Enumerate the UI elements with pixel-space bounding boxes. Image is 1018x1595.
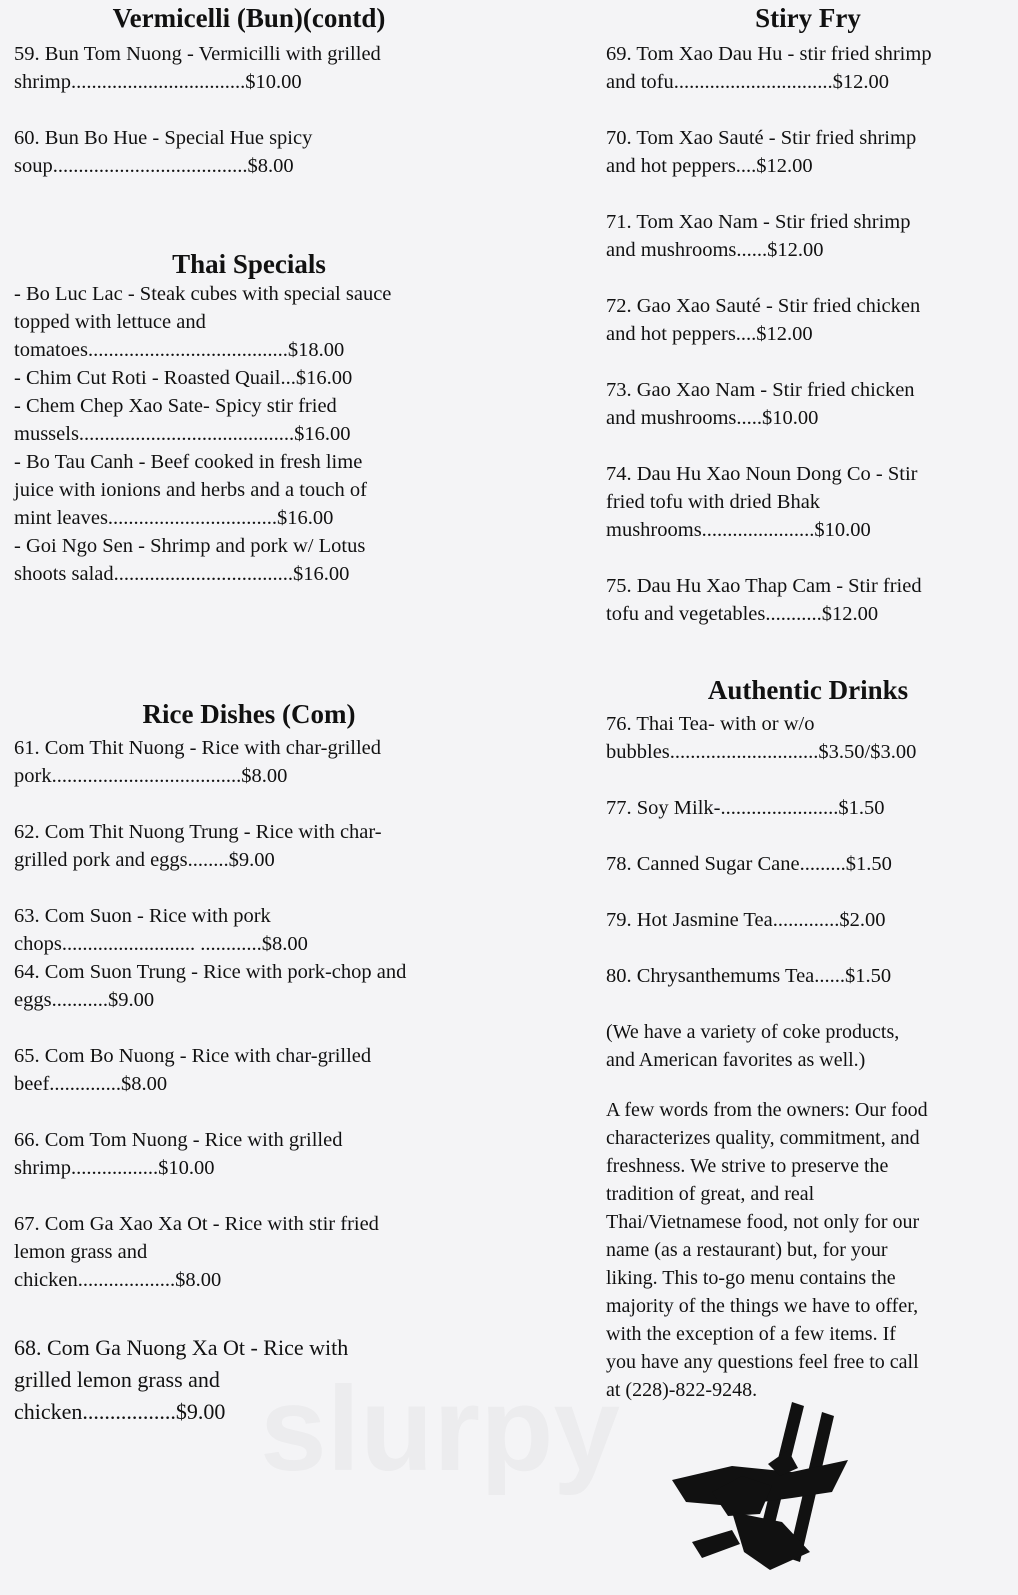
menu-item bbox=[606, 460, 917, 544]
menu-item bbox=[14, 818, 382, 874]
item-line: topped with lettuce and bbox=[14, 311, 206, 333]
item-line: shoots salad...................................$16.00 bbox=[14, 563, 350, 585]
rice-dishes-section bbox=[14, 699, 476, 1424]
item-line: and hot peppers....$12.00 bbox=[606, 323, 813, 345]
menu-item bbox=[606, 794, 884, 822]
bird-bamboo-logo-icon bbox=[672, 1402, 852, 1572]
item-line: 78. Canned Sugar Cane.........$1.50 bbox=[606, 853, 892, 875]
item-line: - Chim Cut Roti - Roasted Quail...$16.00 bbox=[14, 367, 353, 389]
item-line: soup......................................$8.00 bbox=[14, 155, 294, 177]
item-line: 61. Com Thit Nuong - Rice with char-grilled bbox=[14, 737, 382, 759]
item-line: 68. Com Ga Nuong Xa Ot - Rice with bbox=[14, 1335, 349, 1360]
menu-item bbox=[606, 572, 922, 628]
item-line: 80. Chrysanthemums Tea......$1.50 bbox=[606, 965, 892, 987]
menu-item bbox=[14, 532, 365, 588]
item-line: - Bo Tau Canh - Beef cooked in fresh lime bbox=[14, 451, 363, 473]
section-heading: Stiry Fry bbox=[755, 3, 861, 33]
menu-item bbox=[14, 958, 406, 1014]
menu-item bbox=[606, 208, 911, 264]
item-line: tomatoes.......................................$18.00 bbox=[14, 339, 345, 361]
item-line: 60. Bun Bo Hue - Special Hue spicy bbox=[14, 127, 313, 149]
menu-item bbox=[14, 40, 381, 96]
item-line: - Chem Chep Xao Sate- Spicy stir fried bbox=[14, 395, 337, 417]
item-line: juice with ionions and herbs and a touch of bbox=[14, 479, 367, 501]
menu-item bbox=[14, 734, 381, 790]
item-line: 75. Dau Hu Xao Thap Cam - Stir fried bbox=[606, 575, 922, 597]
item-line: 64. Com Suon Trung - Rice with pork-chop and bbox=[14, 961, 407, 983]
item-line: and mushrooms.....$10.00 bbox=[606, 407, 819, 429]
menu-item bbox=[14, 1332, 348, 1428]
menu-item bbox=[606, 962, 891, 990]
note-line: at (228)-822-9248. bbox=[606, 1379, 758, 1401]
item-line: 73. Gao Xao Nam - Stir fried chicken bbox=[606, 379, 915, 401]
menu-item bbox=[14, 448, 367, 532]
section-heading: Vermicelli (Bun)(contd) bbox=[112, 3, 386, 33]
item-line: 67. Com Ga Xao Xa Ot - Rice with stir fried bbox=[14, 1213, 379, 1235]
item-line: mushrooms......................$10.00 bbox=[606, 519, 871, 541]
item-line: bubbles.............................$3.50/$3.00 bbox=[606, 741, 917, 763]
item-line: mint leaves.................................$16.00 bbox=[14, 507, 334, 529]
item-line: shrimp..................................$10.00 bbox=[14, 71, 302, 93]
item-line: pork.....................................$8.00 bbox=[14, 765, 288, 787]
item-line: lemon grass and bbox=[14, 1241, 148, 1263]
note-line: with the exception of a few items. If bbox=[606, 1323, 896, 1345]
section-heading: Authentic Drinks bbox=[707, 675, 909, 705]
item-line: tofu and vegetables...........$12.00 bbox=[606, 603, 879, 625]
item-line: shrimp.................$10.00 bbox=[14, 1157, 215, 1179]
item-line: 62. Com Thit Nuong Trung - Rice with char- bbox=[14, 821, 382, 843]
note-line: you have any questions feel free to call bbox=[606, 1351, 919, 1373]
menu-item bbox=[14, 1210, 379, 1294]
item-line: eggs...........$9.00 bbox=[14, 989, 155, 1011]
owners-note bbox=[606, 1096, 928, 1404]
menu-item bbox=[606, 906, 885, 934]
item-line: 77. Soy Milk-.......................$1.50 bbox=[606, 797, 885, 819]
item-line: mussels..........................................$16.00 bbox=[14, 423, 351, 445]
item-line: and tofu...............................$12.00 bbox=[606, 71, 889, 93]
item-line: 66. Com Tom Nuong - Rice with grilled bbox=[14, 1129, 343, 1151]
note-line: and American favorites as well.) bbox=[606, 1049, 866, 1071]
item-line: 74. Dau Hu Xao Noun Dong Co - Stir bbox=[606, 463, 918, 485]
menu-item bbox=[14, 280, 391, 364]
item-line: - Bo Luc Lac - Steak cubes with special sauce bbox=[14, 283, 392, 305]
item-line: chops.......................... ............$8.00 bbox=[14, 933, 308, 955]
item-line: grilled lemon grass and bbox=[14, 1367, 220, 1392]
section-heading: Rice Dishes (Com) bbox=[142, 699, 356, 729]
note-line: liking. This to-go menu contains the bbox=[606, 1267, 896, 1289]
menu-item bbox=[606, 376, 915, 432]
menu-item bbox=[14, 124, 312, 180]
item-line: - Goi Ngo Sen - Shrimp and pork w/ Lotus bbox=[14, 535, 366, 557]
menu-item bbox=[606, 710, 916, 766]
menu-item bbox=[606, 40, 932, 96]
menu-item bbox=[14, 1126, 342, 1182]
item-line: fried tofu with dried Bhak bbox=[606, 491, 821, 513]
drinks-section bbox=[606, 675, 1010, 1401]
note-line: name (as a restaurant) but, for your bbox=[606, 1239, 888, 1261]
menu-item bbox=[606, 850, 892, 878]
item-line: grilled pork and eggs........$9.00 bbox=[14, 849, 275, 871]
item-line: 71. Tom Xao Nam - Stir fried shrimp bbox=[606, 211, 911, 233]
note-line: freshness. We strive to preserve the bbox=[606, 1155, 889, 1177]
item-line: 65. Com Bo Nuong - Rice with char-grilled bbox=[14, 1045, 372, 1067]
thai-specials-section bbox=[14, 249, 476, 585]
menu-item bbox=[14, 902, 308, 958]
item-line: beef..............$8.00 bbox=[14, 1073, 168, 1095]
item-line: 72. Gao Xao Sauté - Stir fried chicken bbox=[606, 295, 921, 317]
menu-item bbox=[606, 292, 920, 348]
note-line: tradition of great, and real bbox=[606, 1183, 815, 1205]
item-line: 63. Com Suon - Rice with pork bbox=[14, 905, 271, 927]
item-line: chicken...................$8.00 bbox=[14, 1269, 222, 1291]
watermark-text: slurpy bbox=[260, 1362, 621, 1496]
section-heading: Thai Specials bbox=[172, 249, 326, 279]
stir-fry-section bbox=[606, 3, 1010, 625]
item-line: and hot peppers....$12.00 bbox=[606, 155, 813, 177]
item-line: 70. Tom Xao Sauté - Stir fried shrimp bbox=[606, 127, 917, 149]
item-line: 69. Tom Xao Dau Hu - stir fried shrimp bbox=[606, 43, 932, 65]
item-line: 79. Hot Jasmine Tea.............$2.00 bbox=[606, 909, 886, 931]
menu-item bbox=[14, 392, 351, 448]
note-line: characterizes quality, commitment, and bbox=[606, 1127, 920, 1149]
menu-item bbox=[14, 364, 352, 392]
note-line: Thai/Vietnamese food, not only for our bbox=[606, 1211, 920, 1233]
note-line: (We have a variety of coke products, bbox=[606, 1021, 900, 1043]
item-line: and mushrooms......$12.00 bbox=[606, 239, 824, 261]
item-line: 59. Bun Tom Nuong - Vermicilli with grilled bbox=[14, 43, 381, 65]
note-line: majority of the things we have to offer, bbox=[606, 1295, 919, 1317]
coke-note bbox=[606, 1018, 899, 1074]
note-line: A few words from the owners: Our food bbox=[606, 1099, 928, 1121]
item-line: chicken.................$9.00 bbox=[14, 1399, 226, 1424]
item-line: 76. Thai Tea- with or w/o bbox=[606, 713, 815, 735]
menu-item bbox=[606, 124, 916, 180]
menu-item bbox=[14, 1042, 371, 1098]
